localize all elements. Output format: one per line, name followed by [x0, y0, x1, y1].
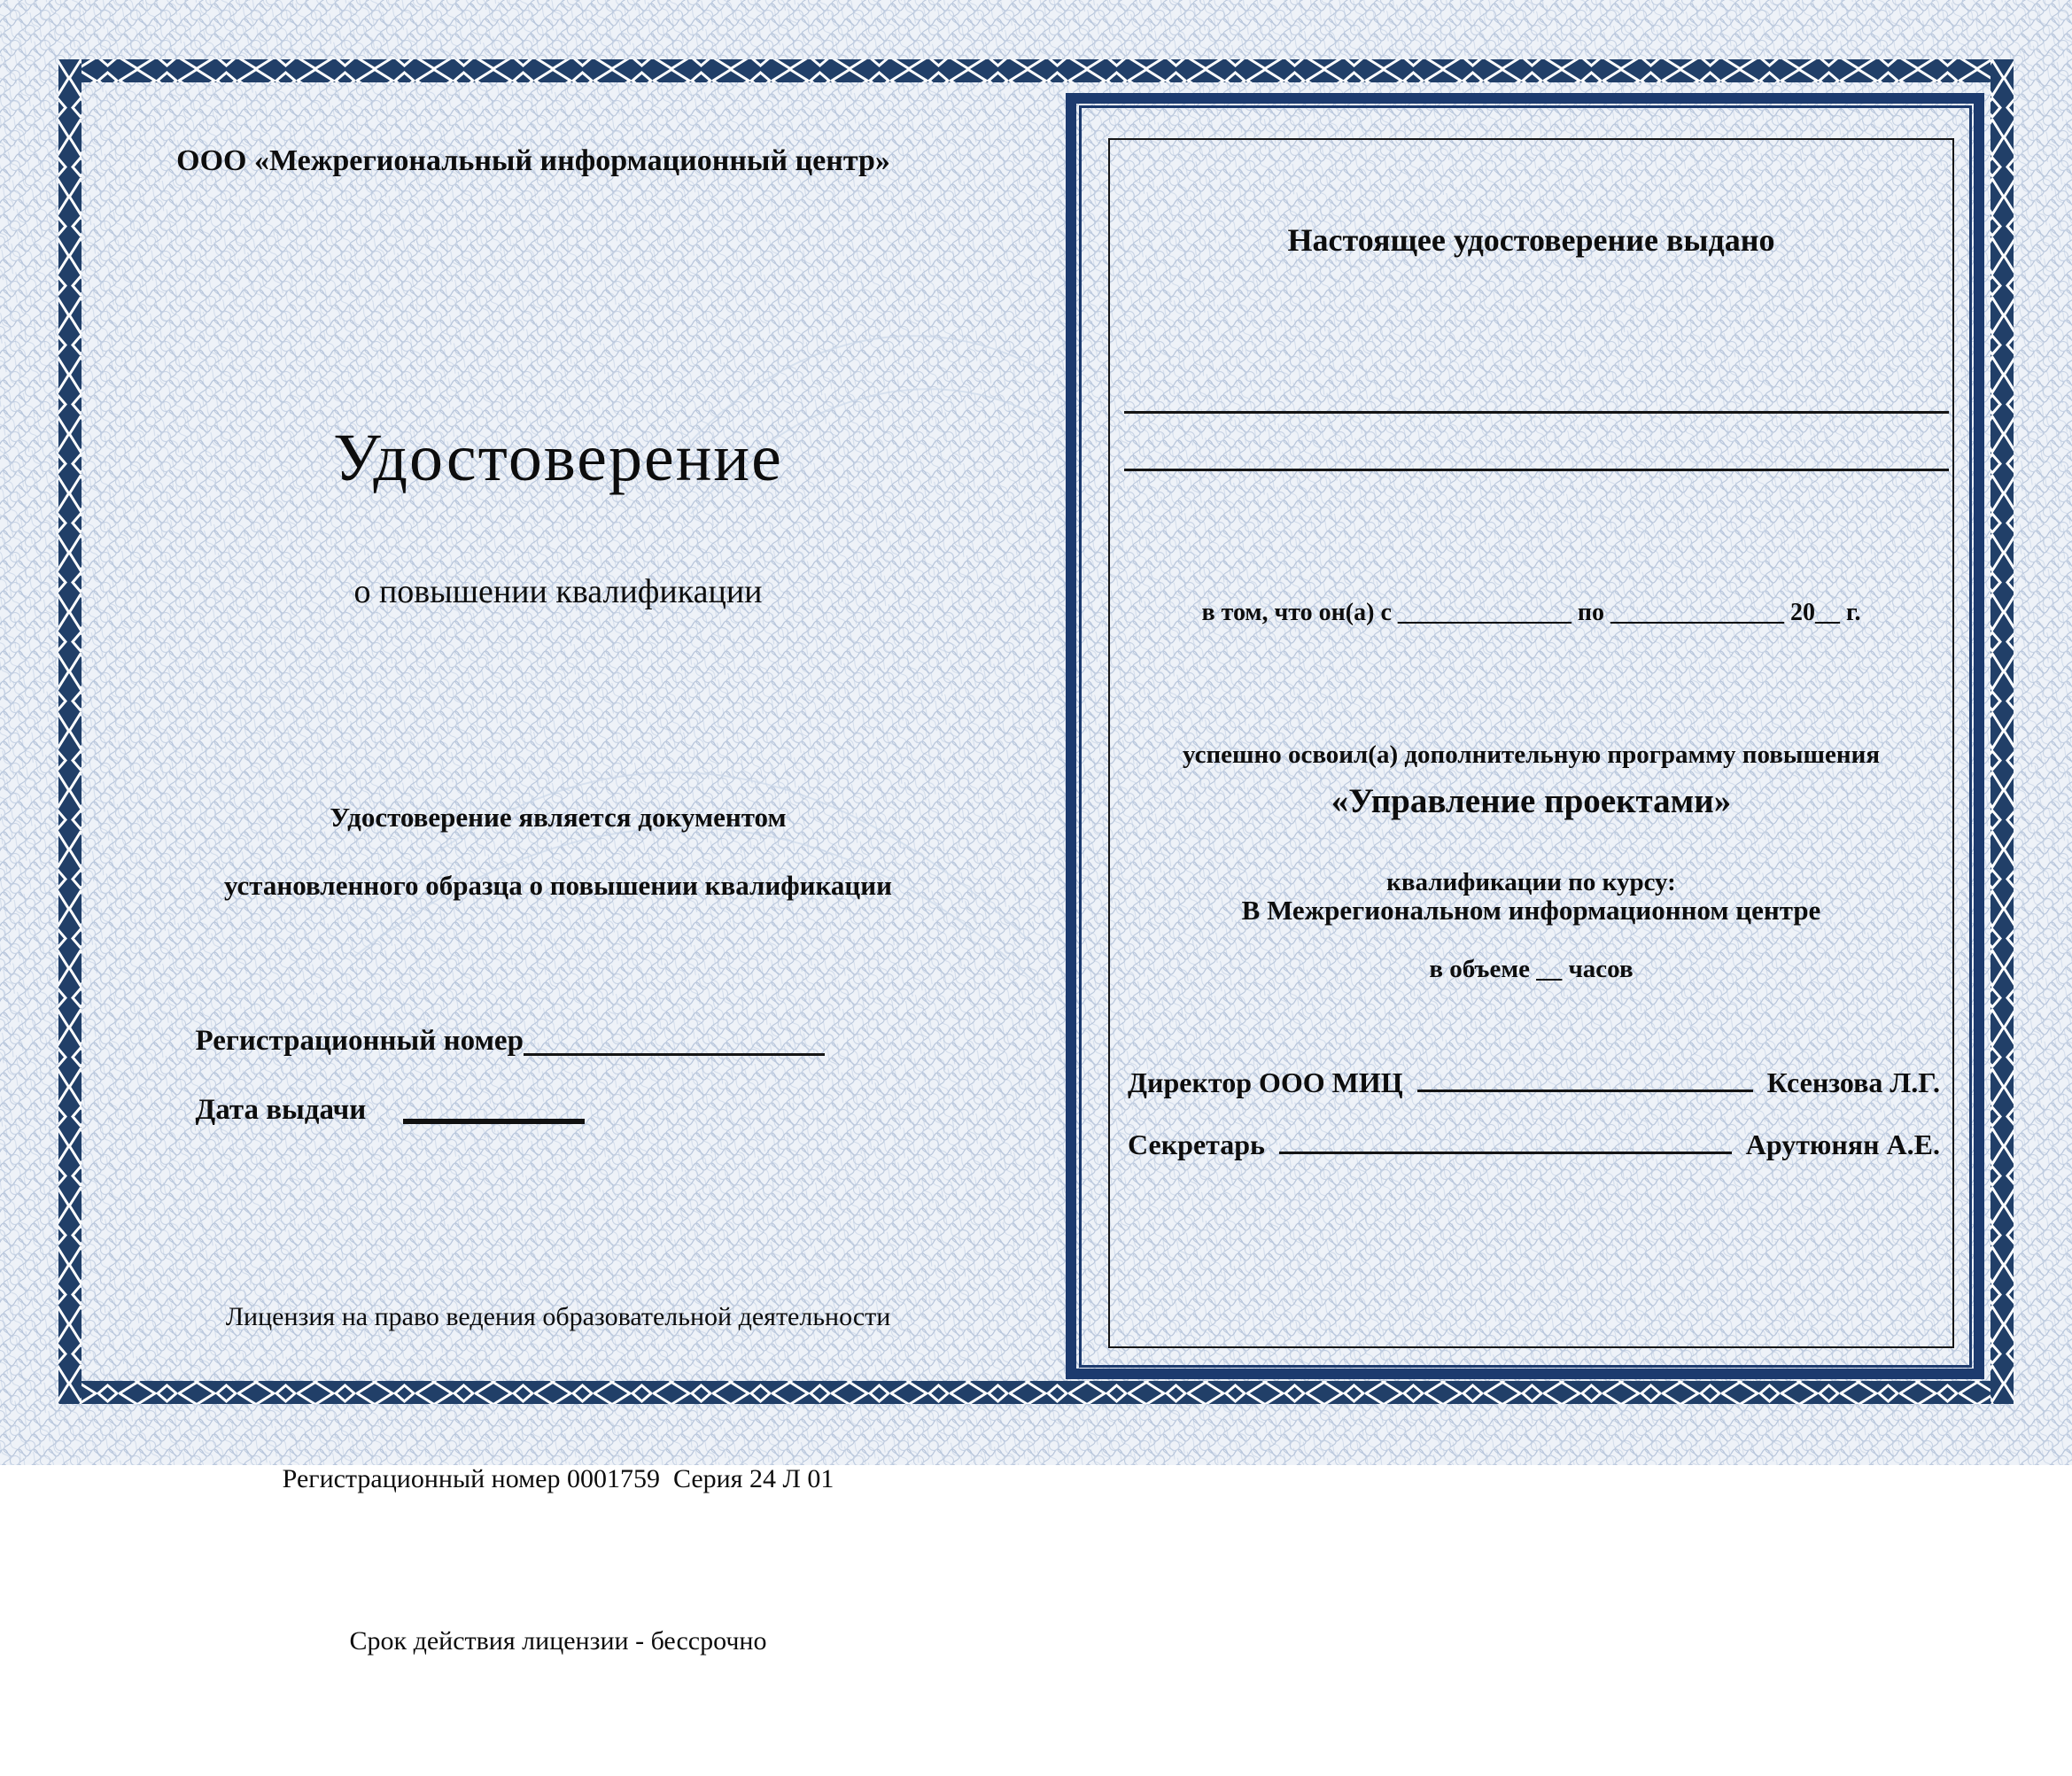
recipient-name-line-2 — [1124, 469, 1949, 471]
institution-line: В Межрегиональном информационном центре — [1241, 895, 1821, 926]
secretary-signature-line — [1279, 1152, 1732, 1154]
secretary-signature-row — [1128, 1128, 1940, 1161]
program-line-2: квалификации по курсу: — [1386, 868, 1676, 896]
license-line-3: Срок действия лицензии - бессрочно — [349, 1626, 767, 1656]
license-line-1: Лицензия на право ведения образовательной деятельности — [225, 1302, 891, 1331]
period-line: в том, что он(а) с ______________ по ______________ 20__ г. — [1201, 599, 1861, 626]
issued-to-heading: Настоящее удостоверение выдано — [1287, 222, 1775, 258]
course-title: «Управление проектами» — [1331, 782, 1732, 820]
certificate-title: Удостоверение — [333, 421, 783, 495]
org-name-header: ООО «Межрегиональный информационный центр» — [176, 144, 890, 177]
license-line-2: Регистрационный номер 0001759 Серия 24 Л 01 — [282, 1464, 834, 1493]
secretary-name: Арутюнян А.Е. — [1745, 1128, 1940, 1160]
course-volume-line: в объеме __ часов — [1429, 955, 1634, 983]
issue-date-blank-line — [403, 1119, 585, 1124]
statement-line-2: установленного образца о повышении квалификации — [223, 870, 893, 901]
issue-date-row — [151, 1061, 585, 1159]
certificate-subtitle: о повышении квалификации — [353, 573, 763, 610]
panel-inner-box — [1108, 138, 1954, 1348]
registration-number-label: Регистрационный номер — [195, 1025, 524, 1057]
program-line-1: успешно освоил(а) дополнительную программу повышения — [1182, 741, 1881, 769]
license-info — [115, 1182, 1001, 1776]
statement-line-1: Удостоверение является документом — [330, 802, 787, 833]
director-name: Ксензова Л.Г. — [1766, 1066, 1940, 1098]
director-signature-row — [1128, 1066, 1940, 1099]
issue-date-label: Дата выдачи — [195, 1094, 367, 1126]
secretary-label: Секретарь — [1128, 1128, 1265, 1160]
director-signature-line — [1417, 1090, 1753, 1092]
registration-number-blank-line — [524, 1053, 825, 1056]
director-label: Директор ООО МИЦ — [1128, 1066, 1403, 1098]
recipient-name-line-1 — [1124, 411, 1949, 414]
